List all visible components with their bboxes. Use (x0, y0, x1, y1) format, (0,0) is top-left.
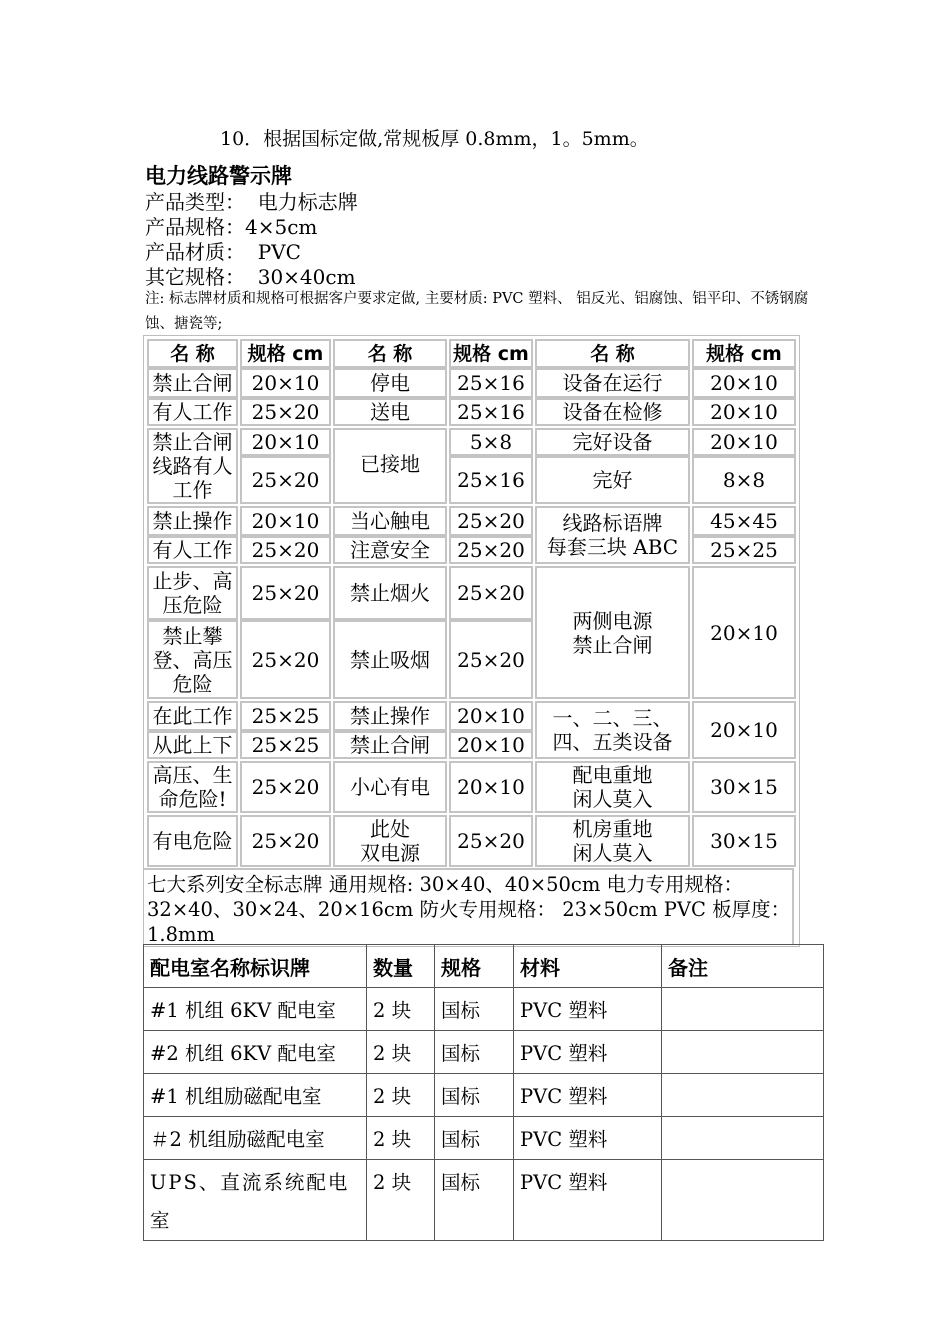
column-header: 材料 (514, 945, 662, 988)
sign-name: 有人工作 (147, 536, 238, 564)
sign-name: 禁止操作 (147, 506, 238, 536)
sign-name: 当心触电 (333, 506, 447, 536)
table-cell (662, 988, 824, 1031)
table-cell: PVC 塑料 (514, 1117, 662, 1160)
intro-line: 10．根据国标定做,常规板厚 0.8mm，1。5mm。 (220, 128, 649, 150)
table-row (144, 1160, 824, 1241)
table-cell: ＃2 机组励磁配电室 (144, 1117, 367, 1160)
table-cell: 国标 (435, 1031, 514, 1074)
sign-size: 30×15 (692, 761, 796, 813)
sign-name: 停电 (333, 368, 447, 398)
sign-size: 8×8 (692, 456, 796, 504)
sign-size: 20×10 (449, 761, 533, 813)
table-cell: 2 块 (367, 1031, 435, 1074)
sign-size: 25×16 (449, 456, 533, 504)
header-name-3: 名 称 (535, 339, 690, 368)
sign-name: 禁止合闸 线路有人 工作 (147, 428, 238, 504)
sign-size: 25×25 (692, 536, 796, 564)
table-cell (662, 1074, 824, 1117)
spec-other: 其它规格： 30×40cm (145, 265, 356, 289)
spec-size: 产品规格：4×5cm (145, 215, 318, 239)
sign-name: 一、二、三、 四、五类设备 (535, 701, 690, 759)
sign-name: 设备在检修 (535, 398, 690, 426)
table-cell (662, 1117, 824, 1160)
sign-size: 25×20 (240, 620, 331, 699)
sign-size: 25×20 (240, 456, 331, 504)
sign-size: 20×10 (449, 731, 533, 759)
sign-size: 25×20 (240, 398, 331, 426)
table-header-row (144, 945, 824, 988)
header-name-2: 名 称 (333, 339, 447, 368)
sign-size: 20×10 (692, 566, 796, 699)
room-sign-table (143, 944, 824, 1241)
table-cell: 2 块 (367, 1074, 435, 1117)
sign-name: 止步、高 压危险 (147, 566, 238, 620)
sign-size: 30×15 (692, 815, 796, 867)
sign-name: 有人工作 (147, 398, 238, 426)
table-cell: UPS、直流系统配电室 (144, 1160, 367, 1241)
table-cell: #2 机组 6KV 配电室 (144, 1031, 367, 1074)
table-cell: 2 块 (367, 988, 435, 1031)
table-cell: PVC 塑料 (514, 1074, 662, 1117)
sign-name: 完好设备 (535, 428, 690, 456)
spec-type: 产品类型： 电力标志牌 (145, 190, 358, 214)
sign-name: 机房重地 闲人莫入 (535, 815, 690, 867)
sign-size: 20×10 (692, 368, 796, 398)
section-title: 电力线路警示牌 (145, 164, 292, 188)
table-cell: #1 机组励磁配电室 (144, 1074, 367, 1117)
sign-size: 20×10 (240, 428, 331, 456)
general-spec-note: 七大系列安全标志牌 通用规格: 30×40、40×50cm 电力专用规格： 32×40、30×24、20×16cm 防火专用规格： 23×50cm PVC 板厚度：1.8mm (144, 868, 794, 944)
sign-name: 送电 (333, 398, 447, 426)
table-cell: 国标 (435, 988, 514, 1031)
sign-size: 45×45 (692, 506, 796, 536)
sign-size: 25×16 (449, 368, 533, 398)
sign-size: 25×20 (240, 566, 331, 620)
sign-name: 禁止合闸 (333, 731, 447, 759)
sign-size: 25×20 (449, 536, 533, 564)
table-row (144, 988, 824, 1031)
table-cell: #1 机组 6KV 配电室 (144, 988, 367, 1031)
column-header: 数量 (367, 945, 435, 988)
sign-size: 20×10 (692, 398, 796, 426)
table-cell: 2 块 (367, 1117, 435, 1160)
table-cell (662, 1160, 824, 1241)
sign-size: 5×8 (449, 428, 533, 456)
column-header: 规格 (435, 945, 514, 988)
header-name-1: 名 称 (147, 339, 238, 368)
sign-name: 两侧电源 禁止合闸 (535, 566, 690, 699)
sign-size: 25×25 (240, 731, 331, 759)
table-cell: 国标 (435, 1160, 514, 1241)
sign-size: 25×20 (449, 566, 533, 620)
column-header: 备注 (662, 945, 824, 988)
table-cell: PVC 塑料 (514, 988, 662, 1031)
sign-size: 20×10 (692, 701, 796, 759)
header-size-1: 规格 cm (240, 339, 331, 368)
sign-size: 20×10 (240, 368, 331, 398)
sign-size: 25×20 (240, 761, 331, 813)
sign-name: 完好 (535, 456, 690, 504)
sign-name: 禁止吸烟 (333, 620, 447, 699)
spec-material: 产品材质： PVC (145, 240, 301, 264)
sign-size: 20×10 (240, 506, 331, 536)
sign-name: 禁止操作 (333, 701, 447, 731)
sign-size: 25×20 (449, 506, 533, 536)
sign-name: 配电重地 闲人莫入 (535, 761, 690, 813)
table-row (144, 1031, 824, 1074)
sign-name: 高压、生 命危险! (147, 761, 238, 813)
sign-name: 设备在运行 (535, 368, 690, 398)
sign-name: 从此上下 (147, 731, 238, 759)
table-row (144, 1074, 824, 1117)
signs-table (143, 335, 800, 947)
table-cell: PVC 塑料 (514, 1160, 662, 1241)
header-size-2: 规格 cm (449, 339, 533, 368)
sign-size: 25×25 (240, 701, 331, 731)
sign-name: 禁止合闸 (147, 368, 238, 398)
sign-name: 注意安全 (333, 536, 447, 564)
sign-size: 25×20 (449, 815, 533, 867)
sign-name: 禁止攀 登、高压 危险 (147, 620, 238, 699)
sign-size: 25×20 (449, 620, 533, 699)
sign-size: 25×20 (240, 536, 331, 564)
sign-name: 小心有电 (333, 761, 447, 813)
table-cell: 2 块 (367, 1160, 435, 1241)
table-cell (662, 1031, 824, 1074)
sign-name: 此处 双电源 (333, 815, 447, 867)
column-header: 配电室名称标识牌 (144, 945, 367, 988)
sign-size: 25×16 (449, 398, 533, 426)
sign-name: 禁止烟火 (333, 566, 447, 620)
sign-size: 25×20 (240, 815, 331, 867)
material-note: 注: 标志牌材质和规格可根据客户要求定做, 主要材质: PVC 塑料、 铝反光、铝腐蚀、铝平印、不锈钢腐蚀、搪瓷等; (145, 291, 809, 332)
table-cell: PVC 塑料 (514, 1031, 662, 1074)
sign-name: 线路标语牌 每套三块 ABC (535, 506, 690, 564)
sign-name: 有电危险 (147, 815, 238, 867)
table-cell: 国标 (435, 1117, 514, 1160)
sign-name: 已接地 (333, 428, 447, 504)
sign-size: 20×10 (692, 428, 796, 456)
table-cell: 国标 (435, 1074, 514, 1117)
sign-name: 在此工作 (147, 701, 238, 731)
header-size-3: 规格 cm (692, 339, 796, 368)
table-row (144, 1117, 824, 1160)
sign-size: 20×10 (449, 701, 533, 731)
